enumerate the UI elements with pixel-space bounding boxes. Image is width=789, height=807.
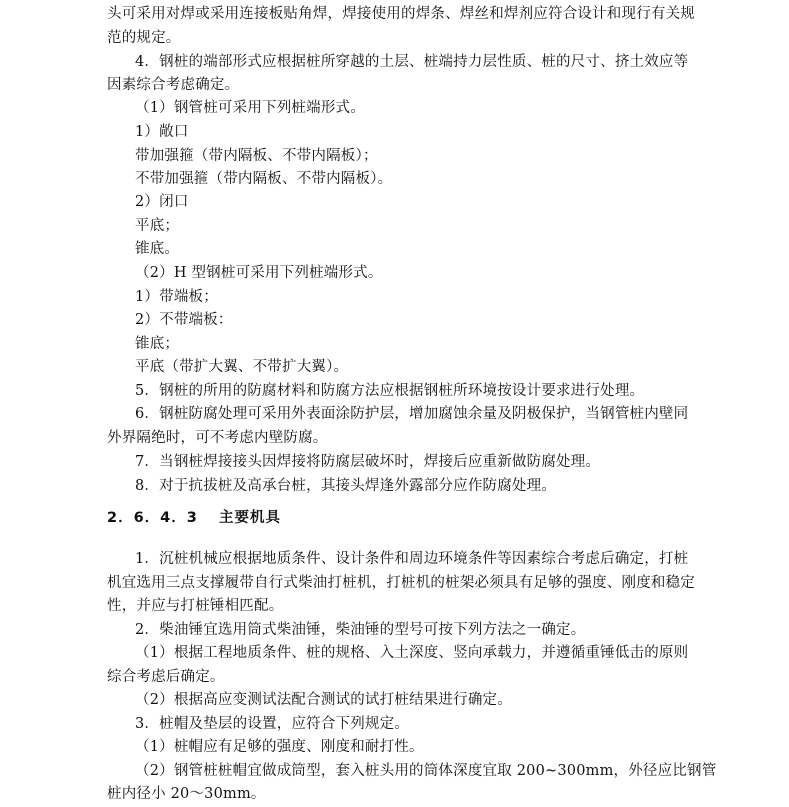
text-line: 综合考虑后确定。	[107, 669, 225, 685]
text-line: 性，并应与打桩锤相匹配。	[107, 598, 284, 614]
text-line: 1）敞口	[135, 124, 189, 140]
text-line: 5．钢桩的所用的防腐材料和防腐方法应根据钢桩所环境按设计要求进行处理。	[135, 383, 645, 399]
text-line: 2）闭口	[135, 194, 189, 210]
section-title: 主要机具	[219, 510, 281, 526]
text-line: （2）钢管桩桩帽宜做成筒型，套入桩头用的筒体深度宜取 200~300mm，外径应比钢管	[135, 763, 717, 779]
text-line: （1）根据工程地质条件、桩的规格、入土深度、竖向承载力，并遵循重锤低击的原则	[135, 645, 689, 661]
text-line: 1）带端板；	[135, 289, 218, 305]
text-line: 带加强箍（带内隔板、不带内隔板）；	[135, 148, 378, 164]
text-line: （1）桩帽应有足够的强度、刚度和耐打性。	[135, 739, 424, 755]
text-line: 不带加强箍（带内隔板、不带内隔板）。	[135, 171, 393, 187]
text-line: 外界隔绝时，可不考虑内壁防腐。	[107, 430, 328, 446]
text-line: 范的规定。	[107, 30, 181, 46]
text-line: 3．桩帽及垫层的设置，应符合下列规定。	[135, 716, 410, 732]
text-line: 4．钢桩的端部形式应根据桩所穿越的土层、桩端持力层性质、桩的尺寸、挤土效应等	[135, 54, 689, 70]
text-line: 平底；	[135, 218, 180, 234]
text-line: 2）不带端板：	[135, 312, 233, 328]
text-line: 6．钢桩防腐处理可采用外表面涂防护层，增加腐蚀余量及阴极保护，当钢管桩内壁同	[135, 406, 689, 422]
text-line: 头可采用对焊或采用连接板贴角焊，焊接使用的焊条、焊丝和焊剂应符合设计和现行有关规	[107, 6, 695, 22]
text-line: 8．对于抗拔桩及高承台桩，其接头焊逢外露部分应作防腐处理。	[135, 478, 557, 494]
section-heading	[107, 508, 281, 528]
section-number: 2．6．4．3	[107, 510, 198, 526]
text-line: （1）钢管桩可采用下列桩端形式。	[135, 100, 365, 116]
text-line: 平底（带扩大翼、不带扩大翼）。	[135, 359, 349, 375]
text-line: 因素综合考虑确定。	[107, 77, 240, 93]
text-line: 7．当钢桩焊接接头因焊接将防腐层破坏时，焊接后应重新做防腐处理。	[135, 454, 601, 470]
text-line: （2）H 型钢桩可采用下列桩端形式。	[135, 265, 383, 281]
text-line: 机宜选用三点支撑履带自行式柴油打桩机，打桩机的桩架必须具有足够的强度、刚度和稳定	[107, 575, 695, 591]
text-line: 桩内径小 20～30mm。	[107, 786, 266, 802]
text-line: 锥底；	[135, 336, 180, 352]
text-line: 锥底。	[135, 241, 180, 257]
text-line: 2．柴油锤宜选用筒式柴油锤，柴油锤的型号可按下列方法之一确定。	[135, 622, 586, 638]
text-line: （2）根据高应变测试法配合测试的试打桩结果进行确定。	[135, 692, 512, 708]
text-line: 1．沉桩机械应根据地质条件、设计条件和周边环境条件等因素综合考虑后确定，打桩	[135, 551, 689, 567]
